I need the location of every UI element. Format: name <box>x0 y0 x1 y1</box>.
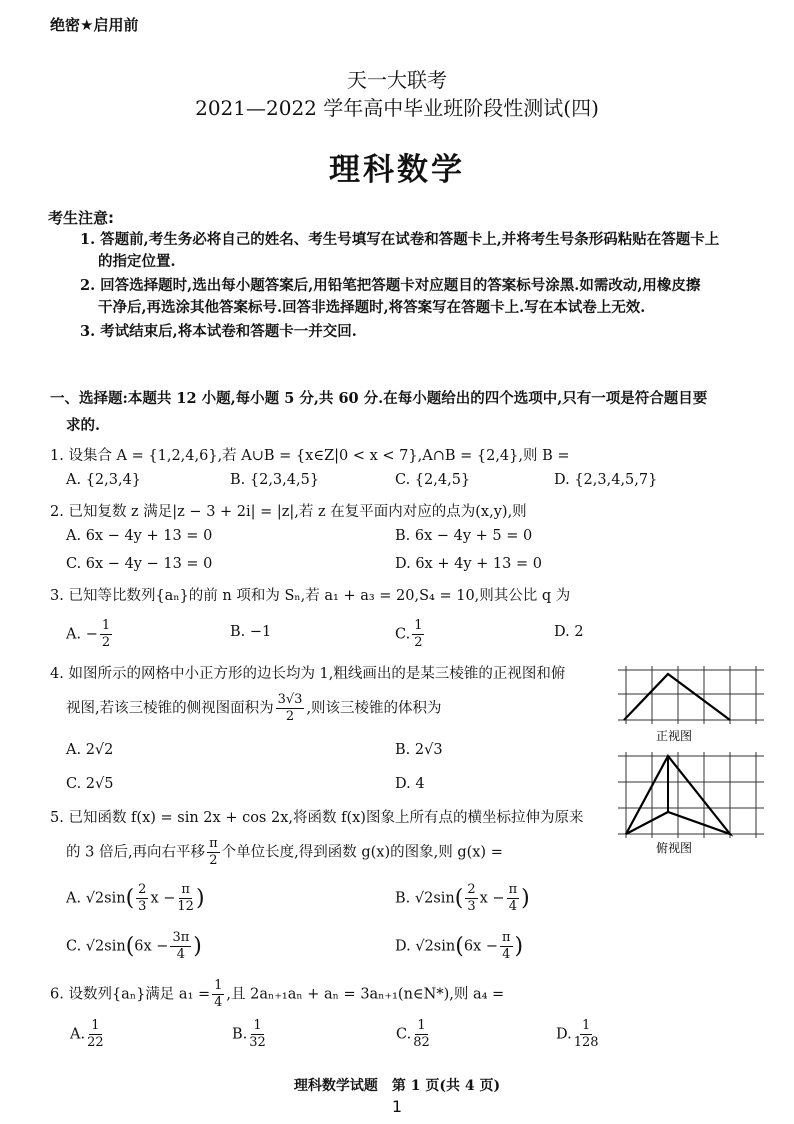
notice-item: 干净后,再选涂其他答案标号.回答非选择题时,将答案写在答题卡上.写在本试卷上无效. <box>98 299 646 316</box>
fraction <box>465 882 477 915</box>
numerator: 1 <box>214 978 223 993</box>
top-view-label: 俯视图 <box>656 841 693 854</box>
numerator: 1 <box>253 1018 262 1033</box>
q6-option-a <box>70 1018 106 1051</box>
q2-option-d: D. 6x + 4y + 13 = 0 <box>395 556 542 572</box>
fraction <box>412 618 424 651</box>
top-view-grid <box>618 752 764 838</box>
notice-item: 的指定位置. <box>98 253 176 270</box>
question-4-stem-cont <box>66 692 442 725</box>
front-view-outline <box>624 674 730 720</box>
denominator: 32 <box>249 1035 266 1050</box>
numerator: 1 <box>414 618 423 633</box>
fraction <box>413 1018 430 1051</box>
numerator: 1 <box>91 1018 100 1033</box>
numerator: 1 <box>101 618 111 633</box>
paren-open: ( <box>125 934 135 959</box>
numerator: π <box>181 882 190 897</box>
q6-stem-text: 6. 设数列{aₙ}满足 a₁ = <box>50 986 211 1003</box>
q2-option-a: A. 6x − 4y + 13 = 0 <box>66 528 213 544</box>
numerator: 1 <box>417 1018 426 1033</box>
denominator: 3 <box>467 899 476 914</box>
exam-org-title: 天一大联考 <box>347 68 447 92</box>
question-1-stem: 1. 设集合 A = {1,2,4,6},若 A∪B = {x∈Z|0 < x < 7},A∩B = {2,4},则 B = <box>50 448 570 464</box>
numerator: 3π <box>172 930 190 945</box>
paren-close: ) <box>514 934 524 959</box>
q1-option-b: B. {2,3,4,5} <box>230 472 320 488</box>
q6-stem-text: ,且 2aₙ₊₁aₙ + aₙ = 3aₙ₊₁(n∈N*),则 a₄ = <box>226 986 505 1003</box>
section-heading: 一、选择题:本题共 12 小题,每小题 5 分,共 60 分.在每小题给出的四个选项中,只有一项是符合题目要 <box>50 390 708 407</box>
fraction <box>207 836 220 869</box>
q6-option-c <box>396 1018 432 1051</box>
notice-item: 1. 答题前,考生务必将自己的姓名、考生号填写在试卷和答题卡上,并将考生号条形码粘贴在答题卡上 <box>80 231 720 248</box>
q3-option-a-label: A. − <box>66 626 98 643</box>
q6-option-d-label: D. <box>556 1026 572 1043</box>
numerator: 2 <box>138 882 147 897</box>
paren-open: ( <box>125 886 135 911</box>
paren-close: ) <box>195 886 205 911</box>
page-footer: 理科数学试题 第 1 页(共 4 页) <box>293 1078 501 1094</box>
q5-option-d <box>395 930 523 963</box>
fraction <box>136 882 148 915</box>
denominator: 2 <box>209 853 218 868</box>
q3-option-c-label: C. <box>395 626 411 643</box>
fraction <box>507 882 520 915</box>
notice-title: 考生注意: <box>48 209 114 227</box>
denominator: 4 <box>214 995 223 1010</box>
q5-option-a <box>66 882 205 915</box>
q5-option-c-prefix: C. √2sin <box>66 938 126 955</box>
numerator: 2 <box>467 882 476 897</box>
question-5-stem: 5. 已知函数 f(x) = sin 2x + cos 2x,将函数 f(x)图象上所有点的横坐标拉伸为原来 <box>50 810 584 826</box>
question-3-stem: 3. 已知等比数列{aₙ}的前 n 项和为 Sₙ,若 a₁ + a₃ = 20,S₄ = 10,则其公比 q 为 <box>50 588 571 604</box>
fraction <box>100 618 112 651</box>
q5-option-a-mid: x − <box>150 890 176 907</box>
paren-open: ( <box>454 886 464 911</box>
q4-option-d: D. 4 <box>395 776 425 792</box>
paren-close: ) <box>193 934 202 959</box>
denominator: 128 <box>573 1035 599 1050</box>
q5-option-b-prefix: B. √2sin <box>395 890 455 907</box>
notice-item: 2. 回答选择题时,选出每小题答案后,用铅笔把答题卡对应题目的答案标号涂黑.如需改动,用橡皮擦 <box>80 277 701 294</box>
subject-title: 理科数学 <box>329 152 465 188</box>
fraction <box>249 1018 266 1051</box>
fraction <box>87 1018 104 1051</box>
q6-option-a-label: A. <box>70 1026 86 1043</box>
fraction <box>170 930 191 963</box>
paren-open: ( <box>455 934 464 959</box>
q1-option-d: D. {2,3,4,5,7} <box>554 472 658 488</box>
paren-close: ) <box>521 886 530 911</box>
page-number: 1 <box>391 1097 403 1116</box>
denominator: 82 <box>413 1035 430 1050</box>
denominator: 12 <box>177 899 194 914</box>
section-heading-cont: 求的. <box>66 417 101 434</box>
denominator: 2 <box>101 635 111 650</box>
q1-option-a: A. {2,3,4} <box>66 472 142 488</box>
denominator: 2 <box>414 635 423 650</box>
q4-option-a: A. 2√2 <box>66 742 114 758</box>
q5-option-c <box>66 930 202 963</box>
q6-option-c-label: C. <box>396 1026 412 1043</box>
q3-option-b: B. −1 <box>230 624 272 640</box>
q5-stem-text: 的 3 倍后,再向右平移 <box>66 844 206 861</box>
q4-option-c: C. 2√5 <box>66 776 114 792</box>
q4-stem-text: ,则该三棱锥的体积为 <box>306 700 442 717</box>
numerator: π <box>209 836 218 851</box>
q6-option-b-label: B. <box>232 1026 248 1043</box>
denominator: 2 <box>285 709 295 724</box>
question-4-stem: 4. 如图所示的网格中小正方形的边长均为 1,粗线画出的是某三棱锥的正视图和俯 <box>50 666 566 682</box>
q4-figure <box>616 664 766 854</box>
question-5-stem-cont <box>66 836 503 869</box>
q1-option-c: C. {2,4,5} <box>395 472 471 488</box>
denominator: 4 <box>502 947 511 962</box>
front-view-label: 正视图 <box>656 729 693 743</box>
q5-option-b-mid: x − <box>479 890 505 907</box>
fraction <box>500 930 513 963</box>
denominator: 22 <box>87 1035 104 1050</box>
notice-item: 3. 考试结束后,将本试卷和答题卡一并交回. <box>80 323 357 340</box>
numerator: 1 <box>581 1018 591 1033</box>
numerator: 3√3 <box>277 692 303 707</box>
question-2-stem: 2. 已知复数 z 满足|z − 3 + 2i| = |z|,若 z 在复平面内对应的点为(x,y),则 <box>50 504 527 520</box>
q5-option-d-prefix: D. √2sin <box>395 938 456 955</box>
q3-option-d: D. 2 <box>554 624 584 640</box>
denominator: 3 <box>138 899 147 914</box>
q3-option-c <box>395 618 426 651</box>
q6-option-d <box>556 1018 601 1051</box>
q2-option-b: B. 6x − 4y + 5 = 0 <box>395 528 533 544</box>
q4-option-b: B. 2√3 <box>395 742 443 758</box>
q5-stem-text: 个单位长度,得到函数 g(x)的图象,则 g(x) = <box>221 844 503 861</box>
confidential-mark: 绝密★启用前 <box>50 16 139 34</box>
q5-option-b <box>395 882 530 915</box>
fraction <box>212 978 224 1011</box>
question-6-stem <box>50 978 504 1011</box>
q6-option-b <box>232 1018 268 1051</box>
q5-option-d-mid: 6x − <box>463 938 498 955</box>
q5-option-c-mid: 6x − <box>134 938 169 955</box>
denominator: 4 <box>176 947 185 962</box>
fraction <box>177 882 194 915</box>
numerator: π <box>501 930 511 945</box>
q5-option-a-prefix: A. √2sin <box>66 890 126 907</box>
fraction <box>276 692 305 725</box>
denominator: 4 <box>508 899 517 914</box>
numerator: π <box>508 882 518 897</box>
q2-option-c: C. 6x − 4y − 13 = 0 <box>66 556 213 572</box>
q3-option-a <box>66 618 114 651</box>
fraction <box>574 1018 599 1051</box>
front-view-grid <box>618 666 764 724</box>
exam-title: 2021—2022 学年高中毕业班阶段性测试(四) <box>195 96 599 120</box>
q4-stem-text: 视图,若该三棱锥的侧视图面积为 <box>66 700 274 717</box>
